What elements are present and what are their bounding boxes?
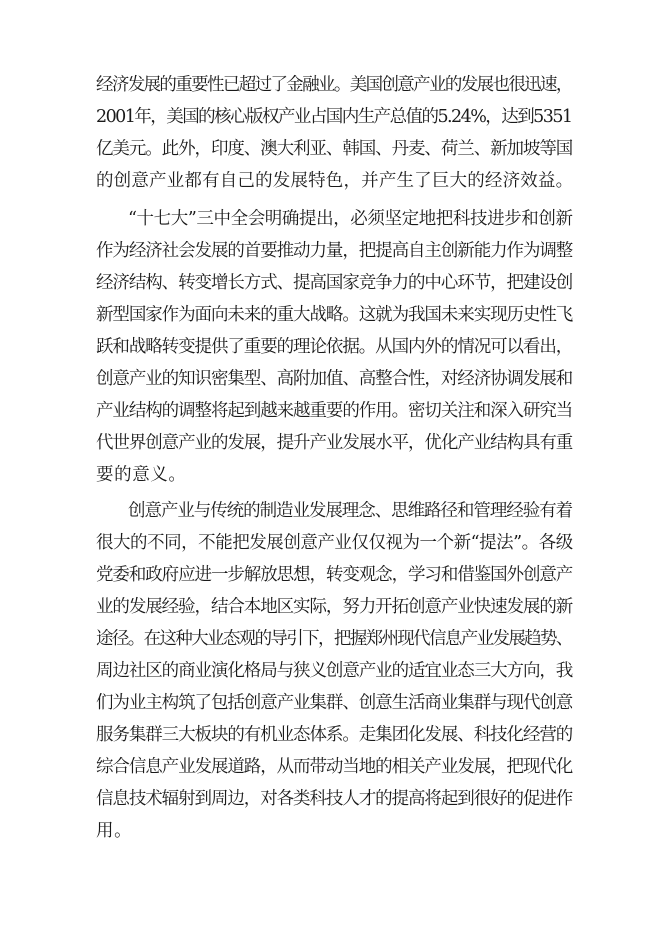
- text-line: 新型国家作为面向未来的重大战略。这就为我国未来实现历史性飞: [96, 305, 573, 325]
- text-line: 综合信息产业发展道路，从而带动当地的相关产业发展，把现代化: [96, 757, 573, 777]
- text-line: 产业结构的调整将起到越来越重要的作用。密切关注和深入研究当: [96, 401, 573, 421]
- text-line: 途径。在这种大业态观的导引下，把握郑州现代信息产业发展趋势、: [96, 629, 572, 649]
- text-line: 经济发展的重要性已超过了金融业。美国创意产业的发展也很迅速，: [96, 75, 572, 95]
- text-line: 业的发展经验，结合本地区实际，努力开拓创意产业快速发展的新: [96, 597, 573, 617]
- paragraph-start-line: “十七大”三中全会明确提出，必须坚定地把科技进步和创新: [128, 209, 573, 229]
- text-line: 跃和战略转变提供了重要的理论依据。从国内外的情况可以看出，: [96, 337, 573, 357]
- text-line: 服务集群三大板块的有机业态体系。走集团化发展、科技化经营的: [96, 725, 573, 745]
- text-line: 的创意产业都有自己的发展特色，并产生了巨大的经济效益。: [96, 171, 574, 191]
- text-line: 要的意义。: [96, 465, 187, 485]
- text-line: 代世界创意产业的发展，提升产业发展水平，优化产业结构具有重: [96, 433, 573, 453]
- paragraph-start-line: 创意产业与传统的制造业发展理念、思维路径和管理经验有着: [128, 501, 573, 521]
- text-line: 们为业主构筑了包括创意产业集群、创意生活商业集群与现代创意: [96, 693, 573, 713]
- text-line: 创意产业的知识密集型、高附加值、高整合性，对经济协调发展和: [96, 369, 573, 389]
- text-line: 党委和政府应进一步解放思想，转变观念，学习和借鉴国外创意产: [96, 565, 573, 585]
- text-line: 用。: [96, 821, 133, 841]
- text-line: 很大的不同，不能把发展创意产业仅仅视为一个新“提法”。各级: [96, 533, 573, 553]
- text-line: 经济结构、转变增长方式、提高国家竞争力的中心环节，把建设创: [96, 273, 573, 293]
- text-line: 2001年，美国的核心版权产业占国内生产总值的5.24%，达到5351: [96, 107, 572, 127]
- text-line: 作为经济社会发展的首要推动力量，把提高自主创新能力作为调整: [96, 241, 573, 261]
- text-line: 周边社区的商业演化格局与狭义创意产业的适宜业态三大方向，我: [96, 661, 573, 681]
- text-line: 亿美元。此外，印度、澳大利亚、韩国、丹麦、荷兰、新加坡等国: [96, 139, 573, 159]
- text-line: 信息技术辐射到周边，对各类科技人才的提高将起到很好的促进作: [96, 789, 573, 809]
